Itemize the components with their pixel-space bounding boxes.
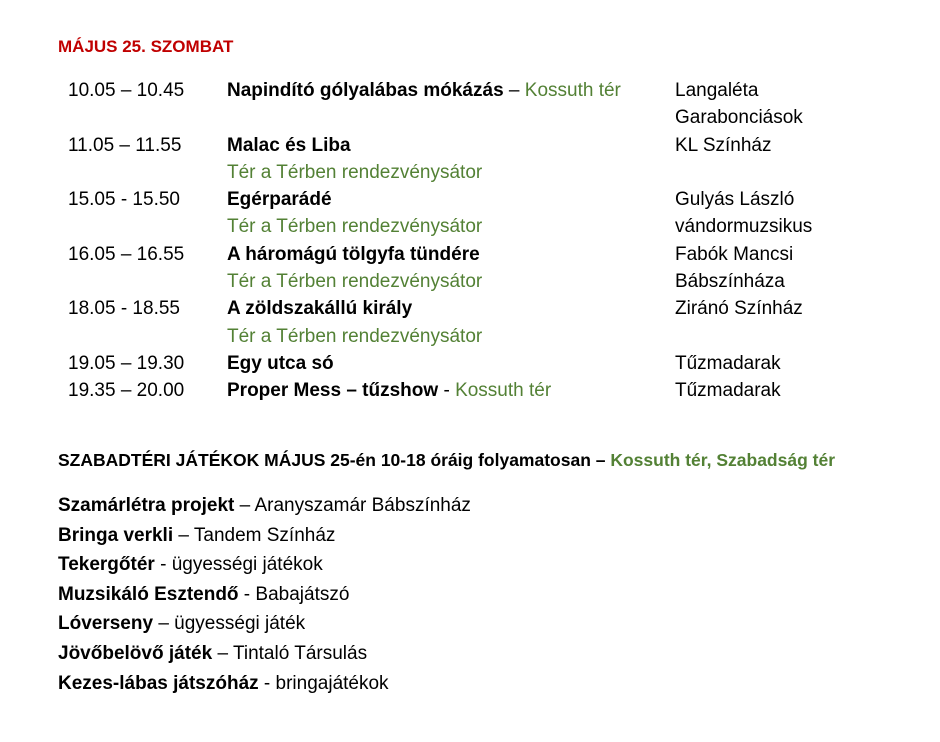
game-name: Bringa verkli (58, 524, 174, 546)
game-name: Lóverseny (58, 613, 154, 635)
game-separator: - (258, 672, 276, 694)
schedule-row (0, 268, 940, 295)
schedule-row (0, 186, 940, 213)
game-separator: - (154, 554, 172, 576)
event-performer: Ziránó Színház (675, 298, 803, 320)
event-performer: Tűzmadarak (675, 380, 781, 402)
schedule-row (0, 295, 940, 322)
event-title-line (227, 77, 621, 104)
games-heading-locations: Kossuth tér, Szabadság tér (610, 450, 836, 470)
schedule-row (0, 132, 940, 159)
event-time: 19.35 – 20.00 (68, 380, 185, 402)
game-item (58, 609, 471, 639)
event-location: Tér a Térben rendezvénysátor (227, 325, 483, 347)
event-performer: KL Színház (675, 134, 772, 156)
event-performer: Tűzmadarak (675, 352, 781, 374)
event-title: A zöldszakállú király (227, 298, 413, 320)
game-separator: – (153, 613, 175, 635)
event-title: Egy utca só (227, 352, 334, 374)
event-separator: – (503, 80, 525, 101)
game-desc: Aranyszamár Bábszínház (254, 495, 471, 516)
event-title: A háromágú tölgyfa tündére (227, 243, 480, 265)
game-name: Kezes-lábas játszóház (58, 672, 259, 694)
schedule-row (0, 323, 940, 350)
game-item (58, 521, 471, 551)
game-desc: ügyességi játék (174, 613, 306, 635)
game-desc: Babajátszó (255, 583, 350, 605)
game-item (58, 580, 471, 610)
event-time: 19.05 – 19.30 (68, 352, 185, 374)
schedule-row (0, 213, 940, 240)
game-desc: ügyességi játékok (171, 554, 323, 576)
event-location: Tér a Térben rendezvénysátor (227, 161, 483, 183)
games-list (58, 491, 471, 698)
day-heading: MÁJUS 25. SZOMBAT (58, 37, 234, 56)
event-location: Kossuth tér (455, 380, 552, 402)
event-title: Napindító gólyalábas mókázás (227, 80, 504, 101)
game-item (58, 669, 471, 699)
schedule-row (0, 377, 940, 404)
event-location: Kossuth tér (524, 80, 621, 101)
schedule-row (0, 159, 940, 186)
event-location: Tér a Térben rendezvénysátor (227, 271, 483, 293)
game-item (58, 639, 471, 669)
event-time: 15.05 - 15.50 (68, 189, 180, 211)
event-performer: Langaléta (675, 80, 759, 101)
game-separator: – (173, 524, 194, 546)
game-separator: – (212, 642, 233, 664)
schedule (0, 77, 940, 405)
event-time: 16.05 – 16.55 (68, 243, 185, 265)
game-name: Jövőbelövő játék (58, 642, 213, 664)
game-item (58, 491, 471, 521)
event-title-line (227, 377, 551, 404)
event-location: Tér a Térben rendezvénysátor (227, 216, 483, 238)
event-time: 10.05 – 10.45 (68, 80, 185, 101)
game-name: Szamárlétra projekt (58, 495, 235, 516)
event-performer-cont: vándormuzsikus (675, 216, 813, 238)
event-title: Malac és Liba (227, 134, 351, 156)
event-title: Egérparádé (227, 189, 332, 211)
schedule-row (0, 350, 940, 377)
game-separator: - (238, 583, 256, 605)
games-heading (58, 450, 835, 471)
event-separator: - (438, 380, 456, 402)
event-title: Proper Mess – tűzshow (227, 380, 439, 402)
game-separator: – (234, 495, 255, 516)
schedule-row (0, 77, 940, 104)
event-performer: Gulyás László (675, 189, 795, 211)
event-time: 18.05 - 18.55 (68, 298, 180, 320)
event-time: 11.05 – 11.55 (68, 134, 182, 156)
event-performer: Fabók Mancsi (675, 243, 794, 265)
game-name: Tekergőtér (58, 554, 155, 576)
game-name: Muzsikáló Esztendő (58, 583, 239, 605)
game-item (58, 550, 471, 580)
games-heading-text: SZABADTÉRI JÁTÉKOK MÁJUS 25-én 10-18 óráig folyamatosan – (58, 450, 611, 470)
game-desc: bringajátékok (275, 672, 389, 694)
event-performer-cont: Bábszínháza (675, 271, 785, 293)
game-desc: Tandem Színház (193, 524, 336, 546)
schedule-row (0, 241, 940, 268)
event-performer-cont: Garabonciások (675, 107, 803, 129)
schedule-row (0, 104, 940, 131)
game-desc: Tintaló Társulás (232, 642, 368, 664)
